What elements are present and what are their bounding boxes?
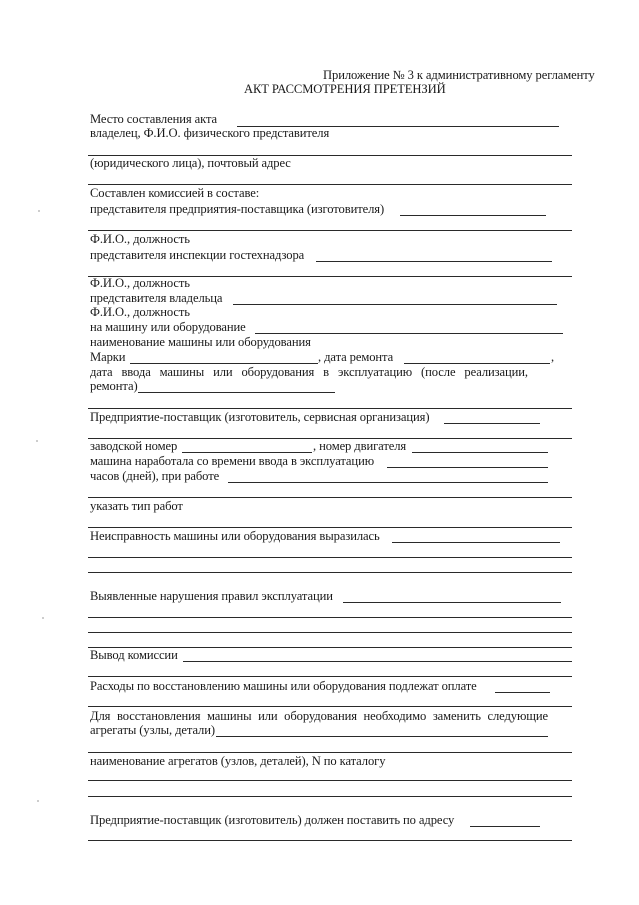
- appendix-note: Приложение № 3 к административному регламенту: [323, 68, 595, 82]
- violations-label: Выявленные нарушения правил эксплуатации: [90, 589, 333, 603]
- on-machine-label: на машину или оборудование: [90, 320, 246, 334]
- scan-speck: [42, 617, 44, 619]
- commissioning-label-word: дата: [90, 365, 113, 379]
- work-type-field[interactable]: [88, 527, 572, 528]
- conclusion-label: Вывод комиссии: [90, 648, 178, 662]
- replace-label: [90, 709, 548, 723]
- supplier-rep-field[interactable]: [400, 215, 546, 216]
- expenses-line[interactable]: [88, 706, 572, 707]
- brand-field[interactable]: [130, 363, 318, 364]
- inspection-rep-field[interactable]: [316, 261, 552, 262]
- replace-label-word: оборудования: [284, 709, 357, 723]
- units-line[interactable]: [88, 780, 572, 781]
- commissioning-label-word: машины: [159, 365, 205, 379]
- owner-rep-label: представителя владельца: [90, 291, 223, 305]
- fio-position-label: Ф.И.О., должность: [90, 276, 190, 290]
- commissioning-label-word: реализации,: [464, 365, 528, 379]
- replace-label-word: необходимо: [363, 709, 427, 723]
- inspection-rep-label: представителя инспекции гостехнадзора: [90, 248, 305, 262]
- conclusion-field[interactable]: [183, 661, 572, 662]
- replace-label-word: следующие: [487, 709, 548, 723]
- malfunction-label: Неисправность машины или оборудования выразилась: [90, 529, 380, 543]
- deliver-address-field[interactable]: [470, 826, 540, 827]
- units-name-label: наименование агрегатов (узлов, деталей), N по каталогу: [90, 754, 386, 768]
- work-type-label: указать тип работ: [90, 499, 183, 513]
- commissioning-label-cont: ремонта): [90, 379, 138, 393]
- scan-speck: [38, 210, 40, 212]
- commissioning-label-word: оборудования: [241, 365, 315, 379]
- deliver-to-label: Предприятие-поставщик (изготовитель) должен поставить по адресу: [90, 813, 455, 827]
- commissioning-date-field[interactable]: [138, 392, 335, 393]
- owner-label: владелец, Ф.И.О. физического представителя: [90, 126, 330, 140]
- comma: ,: [551, 350, 555, 364]
- scan-speck: [37, 800, 39, 802]
- violations-line[interactable]: [88, 617, 572, 618]
- malfunction-field[interactable]: [392, 542, 560, 543]
- violations-field[interactable]: [343, 602, 561, 603]
- malfunction-line[interactable]: [88, 557, 572, 558]
- page-title: АКТ РАССМОТРЕНИЯ ПРЕТЕНЗИЙ: [244, 82, 446, 96]
- address-field[interactable]: [88, 184, 572, 185]
- replace-label-cont: агрегаты (узлы, детали): [90, 723, 215, 737]
- expenses-field[interactable]: [495, 692, 550, 693]
- supplier-org-label: Предприятие-поставщик (изготовитель, сервисная организация): [90, 410, 430, 424]
- units-line[interactable]: [88, 796, 572, 797]
- deliver-address-line[interactable]: [88, 840, 572, 841]
- machine-field[interactable]: [255, 333, 563, 334]
- replace-label-word: машины: [207, 709, 252, 723]
- scan-speck: [36, 440, 38, 442]
- fio-position-label: Ф.И.О., должность: [90, 232, 190, 246]
- supplier-rep-fio-field[interactable]: [88, 230, 572, 231]
- legal-entity-label: (юридического лица), почтовый адрес: [90, 156, 291, 170]
- commissioning-label: [90, 365, 528, 379]
- serial-number-field[interactable]: [182, 452, 312, 453]
- supplier-rep-label: представителя предприятия-поставщика (изготовителя): [90, 202, 385, 216]
- fio-position-label: Ф.И.О., должность: [90, 305, 190, 319]
- commissioning-extra-field[interactable]: [88, 408, 572, 409]
- brand-label: Марки: [90, 350, 126, 364]
- repair-date-field[interactable]: [404, 363, 550, 364]
- commissioning-label-word: или: [213, 365, 233, 379]
- supplier-org-field[interactable]: [444, 423, 540, 424]
- place-label: Место составления акта: [90, 112, 218, 126]
- replace-units-field[interactable]: [216, 736, 548, 737]
- expenses-label: Расходы по восстановлению машины или оборудования подлежат оплате: [90, 679, 477, 693]
- malfunction-line[interactable]: [88, 572, 572, 573]
- engine-number-field[interactable]: [412, 452, 548, 453]
- replace-line[interactable]: [88, 752, 572, 753]
- commission-label: Составлен комиссией в составе:: [90, 186, 260, 200]
- serial-number-label: заводской номер: [90, 439, 178, 453]
- operating-time-label: машина наработала со времени ввода в эксплуатацию: [90, 454, 375, 468]
- commissioning-label-word: в: [323, 365, 330, 379]
- machine-name-label: наименование машины или оборудования: [90, 335, 311, 349]
- replace-label-word: восстановления: [116, 709, 201, 723]
- commissioning-label-word: эксплуатацию: [337, 365, 413, 379]
- violations-line[interactable]: [88, 632, 572, 633]
- operating-time-field[interactable]: [387, 467, 548, 468]
- owner-rep-field[interactable]: [233, 304, 557, 305]
- work-field[interactable]: [228, 482, 548, 483]
- repair-date-label: , дата ремонта: [318, 350, 394, 364]
- work-extra-field[interactable]: [88, 497, 572, 498]
- replace-label-word: Для: [90, 709, 111, 723]
- replace-label-word: заменить: [432, 709, 481, 723]
- conclusion-line[interactable]: [88, 676, 572, 677]
- replace-label-word: или: [258, 709, 278, 723]
- hours-days-label: часов (дней), при работе: [90, 469, 220, 483]
- engine-number-label: , номер двигателя: [313, 439, 407, 453]
- commissioning-label-word: (после: [421, 365, 456, 379]
- commissioning-label-word: ввода: [121, 365, 151, 379]
